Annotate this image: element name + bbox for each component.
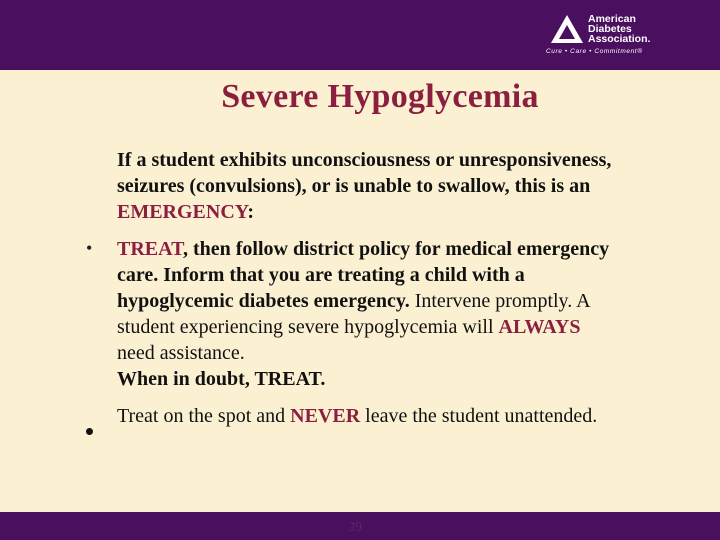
intro-tail: :	[247, 201, 255, 223]
bullet1-part4: ALWAYS	[498, 316, 581, 338]
logo-tagline: Cure • Care • Commitment®	[546, 48, 643, 55]
bullet1-part1: TREAT	[117, 238, 183, 260]
bullet-marker-2	[86, 428, 93, 435]
bullet2-part2: NEVER	[290, 405, 361, 427]
ada-logo	[546, 12, 700, 60]
bullet1-part6: When in doubt, TREAT.	[117, 368, 326, 390]
bullet2-part1: Treat on the spot and	[117, 405, 291, 427]
header-bar	[0, 0, 720, 70]
logo-line-1: American	[588, 13, 636, 25]
bullet1-part3: Intervene promptly. A student experiencing severe hypoglycemia will	[117, 290, 590, 338]
intro-text: If a student exhibits unconsciousness or unresponsiveness, seizures (convulsions), or is unable to swallow, this is an	[117, 149, 612, 197]
intro-paragraph	[117, 147, 617, 225]
bullet-marker-1: •	[86, 238, 93, 258]
bullet-paragraph-2	[117, 403, 617, 429]
triangle-logo-icon	[550, 14, 584, 44]
bullet1-part5: need assistance.	[117, 342, 245, 364]
logo-line-3: Association.	[588, 33, 651, 45]
logo-text	[588, 14, 650, 44]
slide-title: Severe Hypoglycemia	[221, 78, 539, 115]
logo-line-2: Diabetes	[588, 23, 632, 35]
intro-emphasis: EMERGENCY	[117, 201, 248, 223]
bullet2-part3: leave the student unattended.	[360, 405, 598, 427]
bullet1-part2: , then follow district policy for medical emergency care. Inform that you are treating a child with a hypoglycemic diabetes emergency.	[117, 238, 610, 312]
bullet-paragraph-1	[117, 236, 617, 392]
page-number: 39	[348, 520, 362, 535]
